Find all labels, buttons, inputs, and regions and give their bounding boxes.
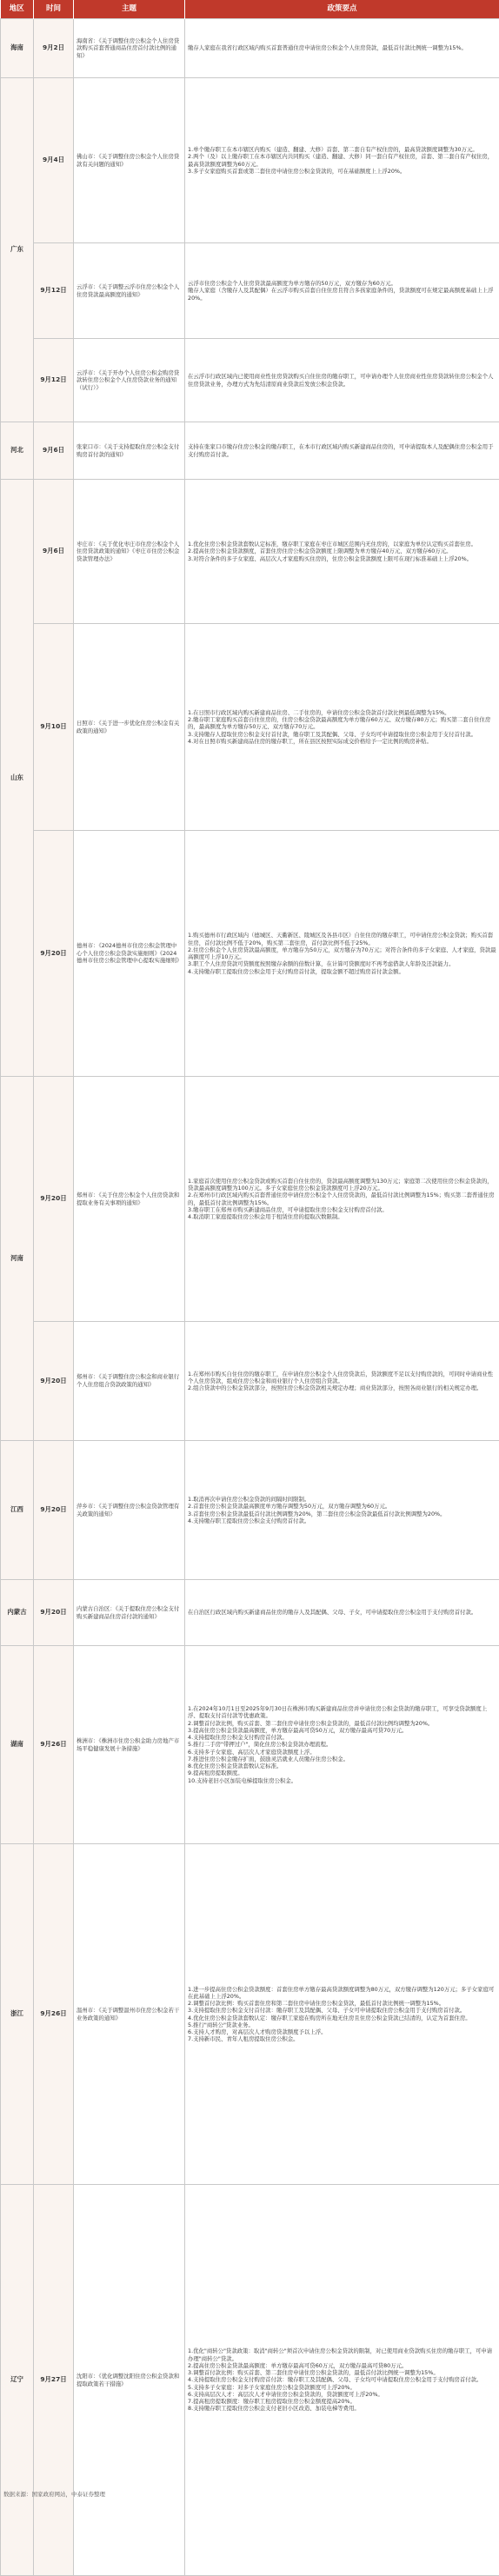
date-cell: 9月6日 [34,422,74,480]
points-text: 1.优化"商转公"贷款政策：取消"商转公"须首次申请住房公积金贷款的限制，对已使用商业贷款购买住房的缴存职工，可申请办理"商转公"贷款。 2.提高住房公积金贷款最高额度：单方缴存最高可贷60万元，双方缴存最高可贷80万元。 3.调整首付款比例：购买首套、第二套住房申请住房公积金贷款的，最低首付款比例统一调整为15%。 4.支持提取住房公积金支付购房首付款：缴存职工及其配偶、父母、子女均可申请提取住房公积金用于支付购房首付款。 5.支持多子女家庭：对多子女家庭住房公积金贷款额度可上浮20%。 6.支持高层次人才：高层次人才申请住房公积金贷款的，贷款额度可上浮20%。 7.提高租房提取额度：缴存职工租房提取住房公积金额度提高20%。 8.支持缴存职工提取住房公积金支付老旧小区改造、加装电梯等费用。 [188,2347,496,2412]
table-row [1,480,499,624]
source-note: 数据来源：国家政府网站，中泰证券整理 [3,2491,105,2499]
date-cell: 9月27日 [34,2185,74,2576]
table-row [1,1077,499,1322]
header-date: 时间 [34,0,74,19]
region-cell: 广东 [1,78,34,422]
header-row [1,0,499,19]
date-cell: 9月26日 [34,1646,74,1844]
points-text: 1.在郑州市购买自住住房的缴存职工，在申请住房公积金个人住房贷款后，贷款额度不足以支付购房款的，可同时申请商业性个人住房贷款，组成住房公积金和商业银行个人住房组合贷款。 2.组合贷款中的公积金贷款部分，按照住房公积金贷款相关规定办理；商业贷款部分，按照各商业银行的相关规定办理。 [188,1371,496,1392]
region-cell: 辽宁 [1,2185,34,2576]
date-cell: 9月20日 [34,1580,74,1646]
table-row [1,1844,499,2185]
points-text: 1.在日照市行政区域内购买新建商品住房、二手住房的，申请住房公积金贷款首付款比例最低调整为15%。 2.缴存职工家庭购买首套自住住房的，住房公积金贷款最高额度为单方缴存60万元、双方缴存80万元；购买第二套自住住房的，最高额度为单方缴存50万元、双方缴存70万元。 3.支持缴存人提取住房公积金支付首付款，缴存职工及其配偶、父母、子女均可申请提取住房公积金用于支付首付款。 4.对在日照市购买新建商品住房的缴存职工，所在县区按照实际成交价格给予一定比例的购房补贴。 [188,709,496,745]
table-row [1,422,499,480]
date-cell: 9月6日 [34,480,74,624]
points-cell [185,78,499,243]
points-cell [185,624,499,831]
points-cell [185,1077,499,1322]
points-text: 支持在张家口市缴存住房公积金的缴存职工，在本市行政区域内购买新建商品住房的，可申请提取本人及配偶住房公积金用于支付购房首付款。 [188,443,496,458]
theme-cell: 沈阳市：《优化调整沈阳住房公积金贷款和提取政策若干措施》 [74,2185,185,2576]
theme-cell: 枣庄市：《关于优化枣庄市住房公积金个人住房贷款政策的通知》《枣庄市住房公积金贷款管理办法》 [74,480,185,624]
points-text: 1.在2024年10月1日至2025年9月30日在株洲市购买新建商品住房并申请住房公积金贷款的缴存职工，可享受贷款额度上浮、提取支付首付款等优惠政策。 2.调整首付款比例，购买首套、第二套住房申请住房公积金贷款的，最低首付款比例均调整为20%。 3.提高住房公积金贷款最高额度，单方缴存最高可贷50万元，双方缴存最高可贷70万元。 4.支持提取住房公积金支付购房首付款。 5.推行二手房"带押过户"，简化住房公积金贷款办理流程。 6.支持多子女家庭、高层次人才家庭贷款额度上浮。 7.推进住房公积金缴存扩面，鼓励灵活就业人员缴存住房公积金。 8.优化住房公积金贷款套数认定标准。 9.提高租房提取额度。 10.支持老旧小区加装电梯提取住房公积金。 [188,1705,496,1784]
points-text: 在云浮市行政区域内已使用商业性住房贷款购买自住住房的缴存职工，可申请办理个人住房商业性住房贷款转住房公积金个人住房贷款业务，办理方式为先结清原商业贷款后发放公积金贷款。 [188,373,496,388]
theme-cell: 郑州市：《关于住房公积金个人住房贷款和提取业务有关事项的通知》 [74,1077,185,1322]
theme-cell: 日照市：《关于进一步优化住房公积金有关政策的通知》 [74,624,185,831]
date-cell: 9月20日 [34,1441,74,1580]
points-cell [185,480,499,624]
region-cell: 河南 [1,1077,34,1441]
points-text: 1.进一步提高住房公积金贷款额度：首套住房单方缴存最高贷款额度调整为80万元，双方缴存调整为120万元；多子女家庭可在此基础上上浮20%。 2.调整首付款比例：购买首套住房和第二套住房申请住房公积金贷款，最低首付款比例统一调整为15%。 3.支持提取住房公积金支付首付款：缴存职工及其配偶、父母、子女可申请提取住房公积金用于支付购房首付款。 4.优化住房公积金贷款套数认定：缴存职工家庭在购房所在地无住房且住房公积金贷款已结清的，认定为首套住房。 5.推行"商转公"贷款业务。 6.支持人才购房，对高层次人才购房贷款额度予以上浮。 7.支持新市民、青年人租房提取住房公积金。 [188,1986,496,2043]
table-row [1,339,499,422]
points-cell [185,831,499,1077]
date-cell: 9月12日 [34,339,74,422]
theme-cell: 海南省：《关于调整住房公积金个人住房贷款购买首套普通商品住房首付款比例的通知》 [74,19,185,78]
date-cell: 9月20日 [34,1322,74,1441]
region-cell: 河北 [1,422,34,480]
points-cell [185,1646,499,1844]
points-text: 缴存人家庭在我省行政区域内购买首套普通住房申请住房公积金个人住房贷款，最低首付款比例统一调整为15%。 [188,44,496,51]
table-row [1,831,499,1077]
table-row [1,19,499,78]
points-text: 1.单个缴存职工在本市辖区内购买（建造、翻建、大修）首套、第二套自有产权住房的，最高贷款额度调整为30万元。 2.两个（及）以上缴存职工在本市辖区内共同购买（建造、翻建、大修）同一套自有产权住房，首套、第二套自有产权住房，最高贷款额度调整为60万元。 3.多子女家庭购买首套或第二套住房申请住房公积金贷款的，可在基础额度上上浮20%。 [188,146,496,175]
table-row [1,624,499,831]
region-cell: 内蒙古 [1,1580,34,1646]
region-cell: 海南 [1,19,34,78]
table-row [1,1646,499,1844]
header-theme: 主题 [74,0,185,19]
date-cell: 9月20日 [34,831,74,1077]
table-row [1,1580,499,1646]
points-text: 1.购买德州市行政区域内（德城区、天衢新区、陵城区及各县市区）自住住房的缴存职工，可申请住房公积金贷款；购买首套住房，首付款比例不低于20%，购买第二套住房，首付款比例不低于25%。 2.住房公积金个人住房贷款最高额度，单方缴存为50万元，双方缴存为70万元；对符合条件的多子女家庭、人才家庭，贷款最高额度可上浮10万元。 3.职工个人住房贷款可贷额度按照缴存余额的倍数计算，在计算可贷额度时不再考虑借款人年龄及还款能力。 4.支持缴存职工提取住房公积金用于支付购房首付款，提取金额不超过购房首付款金额。 [188,932,496,975]
theme-cell: 云浮市：《关于开办个人住房公积金购房贷款转住房公积金个人住房贷款业务的通知（试行）》 [74,339,185,422]
table-row [1,243,499,339]
table-row [1,78,499,243]
theme-cell: 云浮市：《关于调整云浮市住房公积金个人住房贷款最高额度的通知》 [74,243,185,339]
theme-cell: 郑州市：《关于调整住房公积金和商业银行个人住房组合贷款政策的通知》 [74,1322,185,1441]
theme-cell: 株洲市：《株洲市住房公积金助力房地产市场平稳健康发展十条措施》 [74,1646,185,1844]
date-cell: 9月10日 [34,624,74,831]
points-cell [185,422,499,480]
points-cell [185,243,499,339]
points-text: 在自治区行政区域内购买新建商品住房的缴存人及其配偶、父母、子女，可申请提取住房公积金用于支付购房首付款。 [188,1609,496,1616]
theme-cell: 张家口市：《关于支持提取住房公积金支付购房首付款的通知》 [74,422,185,480]
date-cell: 9月2日 [34,19,74,78]
theme-cell: 温州市：《关于调整温州市住房公积金若干业务政策的通知》 [74,1844,185,2185]
region-cell: 浙江 [1,1844,34,2185]
theme-cell: 佛山市：《关于调整住房公积金个人住房贷款有关问题的通知》 [74,78,185,243]
header-region: 地区 [1,0,34,19]
points-cell [185,1441,499,1580]
points-cell [185,19,499,78]
table-row [1,1322,499,1441]
theme-cell: 萍乡市：《关于调整住房公积金贷款管理有关政策的通知》 [74,1441,185,1580]
table-row [1,1441,499,1580]
points-text: 云浮市住房公积金个人住房贷款最高额度为单方缴存的50万元，双方缴存为60万元。 缴存人家庭（含缴存人及其配偶）在云浮市购买首套自住住房且符合多孩家庭条件的，贷款额度可在规定最高额度基础上上浮20%。 [188,280,496,302]
date-cell: 9月26日 [34,1844,74,2185]
region-cell: 江西 [1,1441,34,1580]
points-cell [185,1580,499,1646]
points-text: 1.优化住房公积金贷款套数认定标准，缴存职工家庭在枣庄市城区范围内无住房的，以家庭为单位认定购买首套住房。 2.提高住房公积金贷款额度，首套住房住房公积金贷款额度上限调整为单方缴存40万元、双方缴存60万元。 3.对符合条件的多子女家庭、高层次人才家庭购买住房的，住房公积金贷款额度上限可在现行标准基础上上浮20%。 [188,541,496,562]
date-cell: 9月4日 [34,78,74,243]
region-cell: 山东 [1,480,34,1077]
theme-cell: 德州市：《2024德州市住房公积金管理中心个人住房公积金贷款实施细则》《2024德州市住房公积金管理中心提取实施细则》 [74,831,185,1077]
points-cell [185,339,499,422]
date-cell: 9月12日 [34,243,74,339]
header-points: 政策要点 [185,0,499,19]
date-cell: 9月20日 [34,1077,74,1322]
region-cell: 湖南 [1,1646,34,1844]
theme-cell: 内蒙古自治区：《关于提取住房公积金支付购买新建商品住房首付款的通知》 [74,1580,185,1646]
table-row [1,2185,499,2576]
points-text: 1.取消再次申请住房公积金贷款的间隔时间限制。 2.首套住房公积金贷款最高额度单方缴存调整为50万元，双方缴存调整为60万元。 3.首套住房公积金贷款最低首付款比例调整为20%，第二套住房公积金贷款最低首付款比例调整为20%。 4.支持缴存职工提取住房公积金支付购房首付款。 [188,1496,496,1524]
points-cell [185,2185,499,2576]
points-text: 1.家庭首次使用住房公积金贷款或购买首套自住住房的，贷款最高额度调整为130万元；家庭第二次使用住房公积金贷款的，贷款最高额度调整为100万元。多子女家庭住房公积金贷款额度可上浮20万元。 2.在郑州市行政区域内购买首套普通住房申请住房公积金个人住房贷款的，最低首付款比例调整为15%；购买第二套普通住房的，最低首付款比例调整为15%。 3.缴存职工在郑州市购买新建商品住房，可申请提取住房公积金支付购房首付款。 4.取消职工家庭提取住房公积金用于租赁住房的提取次数限制。 [188,1178,496,1221]
points-cell [185,1322,499,1441]
points-cell [185,1844,499,2185]
